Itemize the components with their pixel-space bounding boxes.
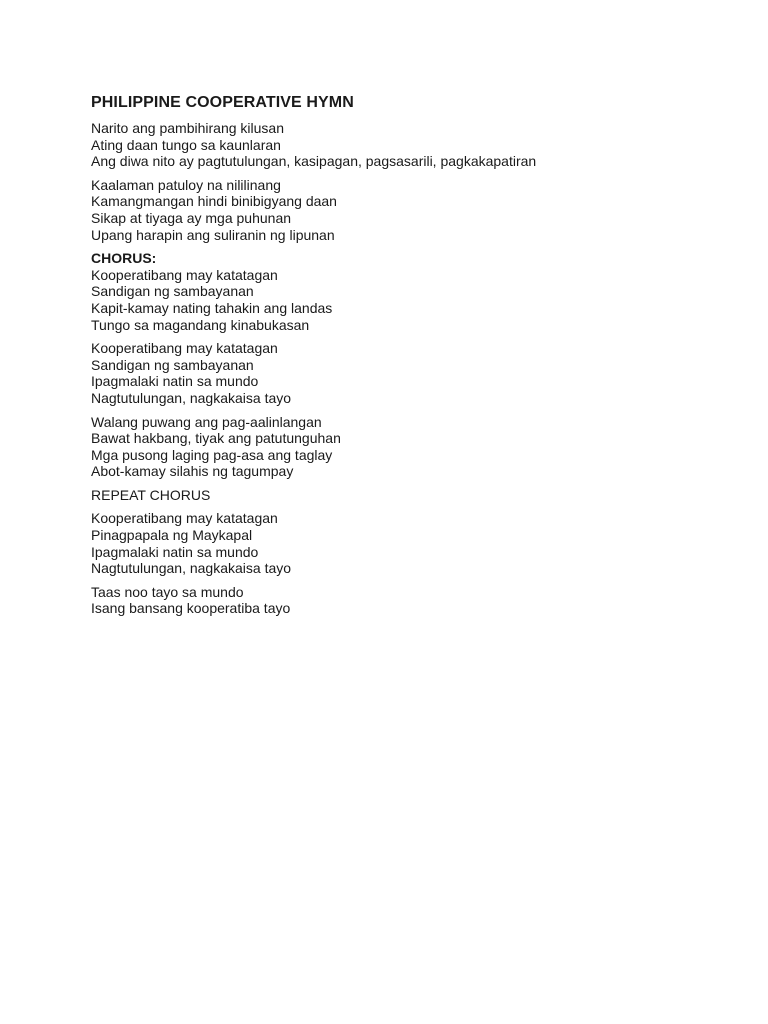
lyric-line: Ipagmalaki natin sa mundo [91,543,259,560]
lyric-line: Ating daan tungo sa kaunlaran [91,136,281,153]
lyric-line: Upang harapin ang suliranin ng lipunan [91,226,335,243]
lyric-line: Sandigan ng sambayanan [91,283,254,300]
document-title: PHILIPPINE COOPERATIVE HYMN [91,94,354,111]
lyric-line: Bawat hakbang, tiyak ang patutunguhan [91,430,341,447]
lyric-line: Isang bansang kooperatiba tayo [91,600,291,617]
chorus-heading: CHORUS: [91,250,157,267]
repeat-chorus-note: REPEAT CHORUS [91,486,211,503]
stanza-4 [91,510,731,576]
lyric-line: Tungo sa magandang kinabukasan [91,316,310,333]
lyric-line: Ipagmalaki natin sa mundo [91,373,259,390]
lyric-line: Narito ang pambihirang kilusan [91,120,284,136]
stanza-2 [91,177,731,243]
lyric-line: Kamangmangan hindi binibigyang daan [91,193,337,210]
lyric-line: Abot-kamay silahis ng tagumpay [91,463,294,480]
lyric-line: Taas noo tayo sa mundo [91,583,244,600]
lyric-line: Nagtutulungan, nagkakaisa tayo [91,560,292,577]
chorus-1 [91,250,731,333]
lyric-line: Walang puwang ang pag-aalinlangan [91,413,322,430]
chorus-2 [91,340,731,406]
stanza-1 [91,120,731,170]
stanza-3 [91,414,731,480]
lyric-line: Ang diwa nito ay pagtutulungan, kasipagan, pagsasarili, pagkakapatiran [91,153,537,170]
stanza-5 [91,584,731,617]
document-page [91,93,731,624]
lyric-line: Kapit-kamay nating tahakin ang landas [91,299,333,316]
lyric-line: Sandigan ng sambayanan [91,356,254,373]
lyric-line: Nagtutulungan, nagkakaisa tayo [91,389,292,406]
lyric-line: Kooperatibang may katatagan [91,340,278,357]
lyric-line: Mga pusong laging pag-asa ang taglay [91,446,333,463]
lyric-line: Kooperatibang may katatagan [91,510,278,527]
lyric-line: Kooperatibang may katatagan [91,266,278,283]
lyric-line: Pinagpapala ng Maykapal [91,527,253,544]
lyric-line: Sikap at tiyaga ay mga puhunan [91,209,292,226]
lyric-line: Kaalaman patuloy na nililinang [91,176,281,193]
